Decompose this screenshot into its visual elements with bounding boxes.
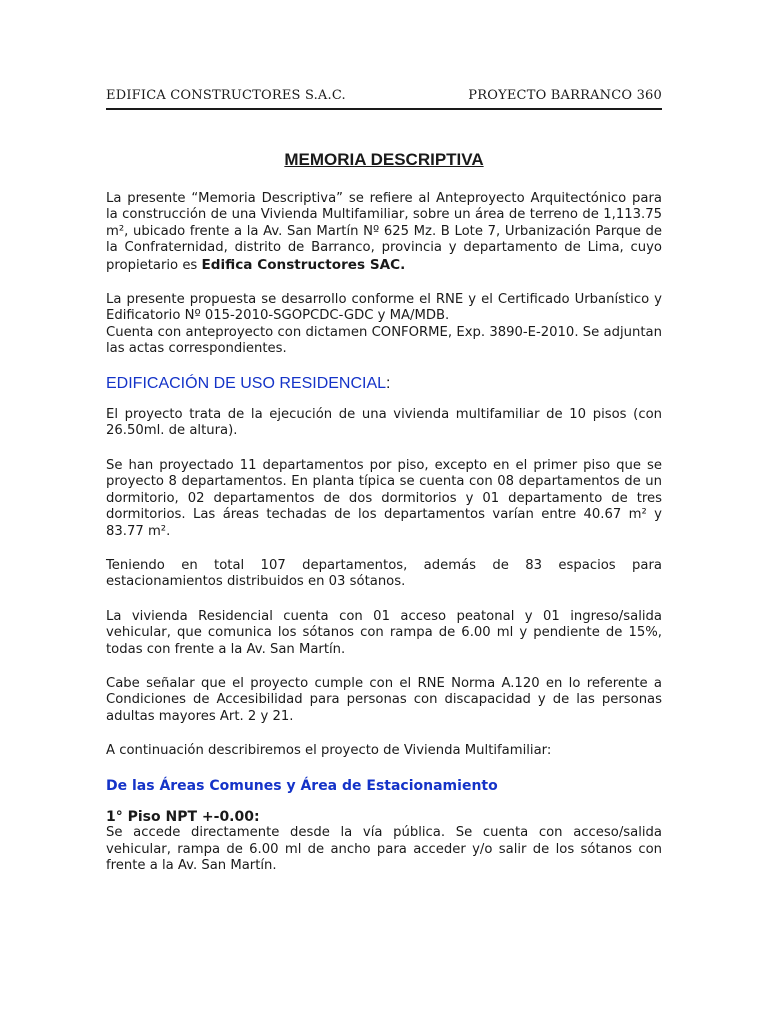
floor-1-paragraph: Se accede directamente desde la vía pública. Se cuenta con acceso/salida vehicular, rampa de 6.00 ml de ancho para acceder y/o salir de los sótanos con frente a la Av. San Martín. bbox=[106, 825, 662, 874]
company-name: EDIFICA CONSTRUCTORES S.A.C. bbox=[106, 88, 346, 103]
project-name: PROYECTO BARRANCO 360 bbox=[468, 88, 662, 103]
intro-text: La presente “Memoria Descriptiva” se refiere al Anteproyecto Arquitectónico para la construcción de una Vivienda Multifamiliar, sobre un área de terreno de 1,113.75 m², ubicado frente a la Av. San Martín Nº 625 Mz. B Lote 7, Urbanización Parque de la Confraternidad, distrito de Barranco, provincia y departamento de Lima, cuyo propietario es bbox=[106, 191, 662, 273]
access-paragraph: La vivienda Residencial cuenta con 01 acceso peatonal y 01 ingreso/salida vehicular, que comunica los sótanos con rampa de 6.00 ml y pendiente de 15%, todas con frente a la Av. San Martín. bbox=[106, 608, 662, 657]
section-heading-colon: : bbox=[386, 374, 391, 392]
accessibility-paragraph: Cabe señalar que el proyecto cumple con el RNE Norma A.120 en lo referente a Condiciones de Accesibilidad para personas con discapacidad y de las personas adultas mayores Art. 2 y 21. bbox=[106, 675, 662, 724]
regulation-line-2: Cuenta con anteproyecto con dictamen CONFORME, Exp. 3890-E-2010. Se adjuntan las actas correspondientes. bbox=[106, 324, 662, 357]
page-header bbox=[106, 88, 662, 110]
section-heading-residential bbox=[106, 376, 662, 392]
apartments-paragraph: Se han proyectado 11 departamentos por piso, excepto en el primer piso que se proyecto 8 departamentos. En planta típica se cuenta con 08 departamentos de un dormitorio, 02 departamentos de dos dormitorios y 01 departamento de tres dormitorios. Las áreas techadas de los departamentos varían entre 40.67 m² y 83.77 m². bbox=[106, 457, 662, 539]
regulation-paragraph bbox=[106, 292, 662, 358]
document-body bbox=[106, 191, 662, 875]
project-summary-paragraph: El proyecto trata de la ejecución de una vivienda multifamiliar de 10 pisos (con 26.50ml. de altura). bbox=[106, 407, 662, 439]
intro-paragraph bbox=[106, 191, 662, 274]
continuation-paragraph: A continuación describiremos el proyecto de Vivienda Multifamiliar: bbox=[106, 743, 552, 759]
regulation-line-1: La presente propuesta se desarrollo conforme el RNE y el Certificado Urbanístico y Edificatorio Nº 015-2010-SGOPCDC-GDC y MA/MDB. bbox=[106, 292, 662, 324]
page-title: MEMORIA DESCRIPTIVA bbox=[284, 150, 484, 169]
totals-paragraph: Teniendo en total 107 departamentos, además de 83 espacios para estacionamientos distribuidos en 03 sótanos. bbox=[106, 557, 662, 590]
floor-1-heading: 1° Piso NPT +-0.00: bbox=[106, 808, 260, 825]
section-heading-text: EDIFICACIÓN DE USO RESIDENCIAL bbox=[106, 374, 387, 392]
owner-name: Edifica Constructores SAC. bbox=[201, 256, 406, 273]
section-heading-common-areas: De las Áreas Comunes y Área de Estacionamiento bbox=[106, 777, 498, 794]
